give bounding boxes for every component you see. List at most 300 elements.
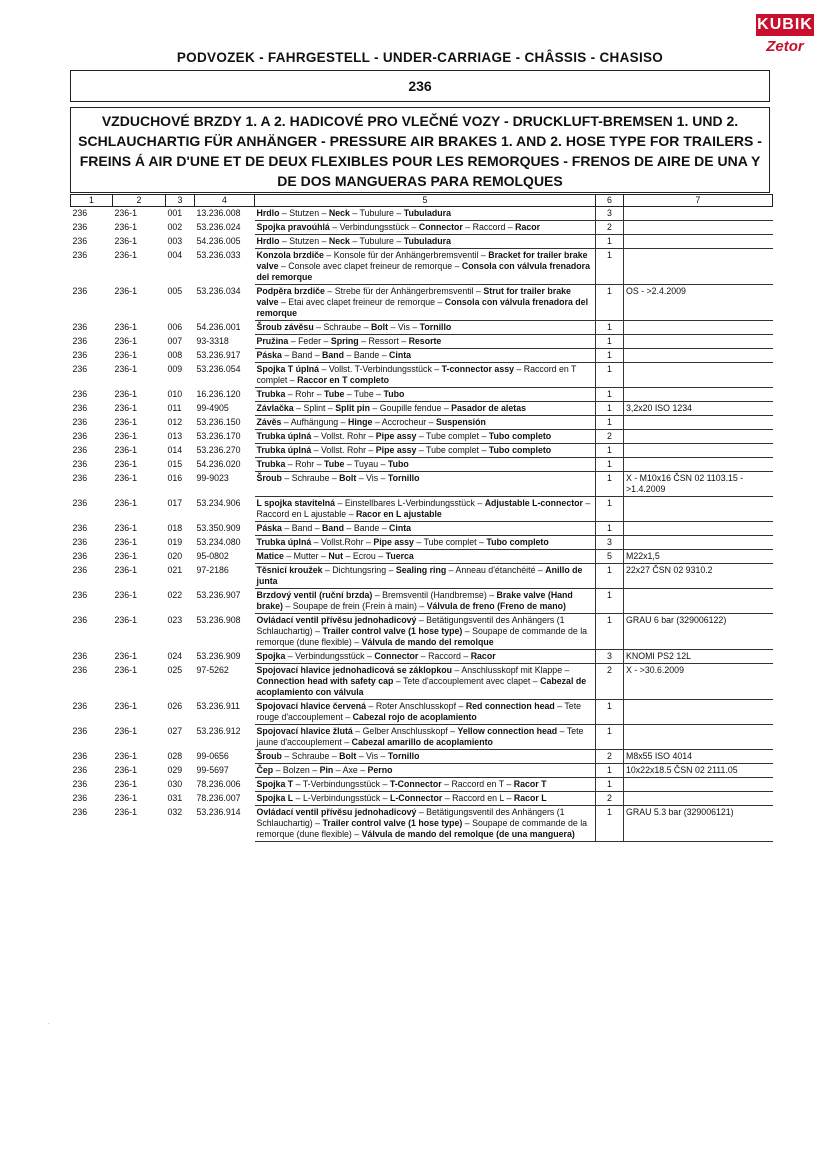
desc-fr: Vis	[397, 322, 410, 332]
cell-part-number: 54.236.001	[196, 321, 241, 332]
desc-cz: Čep	[256, 765, 274, 775]
desc-de: Splint	[303, 403, 326, 413]
cell-subgroup: 236-1	[114, 249, 137, 260]
cell-part-number: 54.236.020	[196, 458, 241, 469]
desc-en: Red connection head	[465, 701, 555, 711]
cell-position: 008	[167, 349, 183, 360]
cell-part-number: 99-5697	[196, 764, 229, 775]
cell-part-number: 93-3318	[196, 335, 229, 346]
desc-fr: Tubulure	[359, 236, 394, 246]
cell-group: 236	[72, 472, 88, 483]
table-row	[71, 472, 773, 497]
desc-fr: Axe	[342, 765, 358, 775]
desc-fr: Console avec clapet freineur de remorque	[288, 261, 453, 271]
cell-note: 10x22x18.5 ČSN 02 2111.05	[624, 764, 773, 778]
desc-de: Feder	[298, 336, 322, 346]
cell-description: Páska – Band – Band – Bande – Cinta	[255, 522, 596, 536]
desc-cz: Trubka	[256, 459, 286, 469]
desc-en: Trailer control valve (1 hose type)	[322, 818, 463, 828]
cell-quantity: 1	[596, 388, 624, 402]
cell-position: 030	[167, 778, 183, 789]
table-row	[71, 564, 773, 589]
cell-part-number: 53.236.033	[196, 249, 241, 260]
cell-part-number: 53.234.906	[196, 497, 241, 508]
cell-part-number: 99-9023	[196, 472, 229, 483]
desc-cz: Matice	[256, 551, 284, 561]
desc-fr: Tube complet	[426, 431, 479, 441]
table-row	[71, 778, 773, 792]
desc-en: Pin	[319, 765, 334, 775]
cell-group: 236	[72, 388, 88, 399]
desc-cz: L spojka stavitelná	[256, 498, 336, 508]
desc-fr: Tubulure	[359, 208, 394, 218]
cell-subgroup: 236-1	[114, 497, 137, 508]
desc-cz: Závlačka	[256, 403, 294, 413]
cell-subgroup: 236-1	[114, 550, 137, 561]
desc-de: Schraube	[291, 751, 330, 761]
cell-position: 006	[167, 321, 183, 332]
cell-group: 236	[72, 221, 88, 232]
desc-en: Sealing ring	[395, 565, 447, 575]
desc-de: Rohr	[295, 459, 315, 469]
cell-position: 025	[167, 664, 183, 675]
cell-position: 017	[167, 497, 183, 508]
desc-cz: Podpěra brzdiče	[256, 286, 325, 296]
table-row	[71, 321, 773, 335]
logo-top: KUBIK	[756, 14, 814, 36]
table-row	[71, 363, 773, 388]
cell-group: 236	[72, 564, 88, 575]
cell-note	[624, 430, 773, 444]
scan-mark: .	[48, 1020, 50, 1026]
cell-group: 236	[72, 806, 88, 817]
cell-subgroup: 236-1	[114, 235, 137, 246]
table-row	[71, 725, 773, 750]
cell-quantity: 1	[596, 335, 624, 349]
cell-part-number: 97-5262	[196, 664, 229, 675]
cell-quantity: 1	[596, 806, 624, 842]
desc-en: Trailer control valve (1 hose type)	[322, 626, 463, 636]
cell-group: 236	[72, 416, 88, 427]
cell-position: 019	[167, 536, 183, 547]
desc-de: Roter Anschlusskopf	[375, 701, 457, 711]
desc-en: Connector	[418, 222, 463, 232]
col-header-2: 2	[113, 195, 166, 207]
cell-part-number: 95-0802	[196, 550, 229, 561]
table-row	[71, 550, 773, 564]
desc-es: Tornillo	[387, 473, 420, 483]
desc-cz: Spojovací hlavice žlutá	[256, 726, 353, 736]
cell-quantity: 1	[596, 700, 624, 725]
cell-quantity: 1	[596, 472, 624, 497]
desc-de: Einstellbares L-Verbindungsstück	[344, 498, 475, 508]
cell-subgroup: 236-1	[114, 589, 137, 600]
cell-position: 015	[167, 458, 183, 469]
desc-de: Vollst.Rohr	[321, 537, 364, 547]
table-row	[71, 806, 773, 842]
cell-description: Trubka – Rohr – Tube – Tube – Tubo	[255, 388, 596, 402]
cell-quantity: 5	[596, 550, 624, 564]
desc-en: T-connector assy	[441, 364, 514, 374]
desc-fr: Bande	[353, 350, 380, 360]
desc-es: Cabezal rojo de acoplamiento	[352, 712, 477, 722]
table-row	[71, 664, 773, 700]
cell-quantity: 1	[596, 725, 624, 750]
cell-part-number: 53.236.024	[196, 221, 241, 232]
desc-es: Válvula de mando del remolque	[361, 637, 494, 647]
cell-subgroup: 236-1	[114, 321, 137, 332]
col-header-6: 6	[596, 195, 624, 207]
desc-fr: Raccord	[472, 222, 506, 232]
cell-group: 236	[72, 589, 88, 600]
cell-subgroup: 236-1	[114, 536, 137, 547]
cell-quantity: 3	[596, 536, 624, 550]
cell-part-number: 53.350.909	[196, 522, 241, 533]
cell-description: Ovládací ventil přívěsu jednohadicový – Betätigungsventil des Anhängers (1 Schlauchartig) – Trailer control valve (1 hose type) – Soupape de commande de la remorque (dune flexible) – Válvula de mando del remolque	[255, 614, 596, 650]
desc-cz: Šroub závěsu	[256, 322, 314, 332]
desc-de: L-Verbindungsstück	[302, 793, 381, 803]
desc-en: Spring	[330, 336, 359, 346]
table-row	[71, 750, 773, 764]
cell-note: GRAU 5.3 bar (329006121)	[624, 806, 773, 842]
table-row	[71, 235, 773, 249]
desc-es: Racor	[515, 222, 541, 232]
desc-es: Tubo	[387, 459, 409, 469]
col-header-4: 4	[195, 195, 255, 207]
desc-de: Konsole für der Anhängerbremsventil	[333, 250, 479, 260]
table-row	[71, 536, 773, 550]
cell-description: Ovládací ventil přívěsu jednohadicový – Betätigungsventil des Anhängers (1 Schlauchartig) – Trailer control valve (1 hose type) – Soupape de commande de la remorque (dune flexible) – Válvula de mando del remolque (de una manguera)	[255, 806, 596, 842]
cell-quantity: 1	[596, 363, 624, 388]
cell-part-number: 97-2186	[196, 564, 229, 575]
cell-note: X - M10x16 ČSN 02 1103.15 - >1.4.2009	[624, 472, 773, 497]
desc-en: Brake valve (Hand brake)	[256, 590, 573, 611]
desc-fr: Goupille fendue	[379, 403, 442, 413]
cell-part-number: 53.236.917	[196, 349, 241, 360]
cell-note	[624, 778, 773, 792]
cell-group: 236	[72, 750, 88, 761]
cell-subgroup: 236-1	[114, 363, 137, 374]
table-row	[71, 285, 773, 321]
desc-en: Bolt	[339, 751, 357, 761]
desc-en: Yellow connection head	[457, 726, 558, 736]
table-row	[71, 388, 773, 402]
desc-en: Band	[322, 350, 345, 360]
cell-group: 236	[72, 725, 88, 736]
cell-position: 002	[167, 221, 183, 232]
desc-cz: Hrdlo	[256, 236, 280, 246]
table-row	[71, 402, 773, 416]
cell-group: 236	[72, 430, 88, 441]
cell-description: Trubka úplná – Vollst. Rohr – Pipe assy – Tube complet – Tubo completo	[255, 430, 596, 444]
desc-de: Betätigungsventil des Anhängers (1 Schlauchartig)	[256, 615, 565, 636]
desc-en: Split pin	[335, 403, 370, 413]
cell-description: Spojovací hlavice žlutá – Gelber Anschlusskopf – Yellow connection head – Tete jaune d'accouplement – Cabezal amarillo de acoplamiento	[255, 725, 596, 750]
cell-position: 022	[167, 589, 183, 600]
parts-table	[70, 194, 773, 842]
desc-fr: Tete rouge d'accouplement	[256, 701, 582, 722]
cell-description: Brzdový ventil (ruční brzda) – Bremsventil (Handbremse) – Brake valve (Hand brake) – Soupape de frein (Frein à main) – Válvula de freno (Freno de mano)	[255, 589, 596, 614]
table-row	[71, 249, 773, 285]
desc-es: Tubo completo	[488, 445, 552, 455]
table-row	[71, 444, 773, 458]
cell-description: Šroub – Schraube – Bolt – Vis – Tornillo	[255, 750, 596, 764]
cell-part-number: 53.236.034	[196, 285, 241, 296]
section-title: VZDUCHOVÉ BRZDY 1. A 2. HADICOVÉ PRO VLEČNÉ VOZY - DRUCKLUFT-BREMSEN 1. UND 2. SCHLAUCHARTIG FÜR ANHÄNGER - PRESSURE AIR BRAKES 1. AND 2. HOSE TYPE FOR TRAILERS - FREINS Á AIR D'UNE ET DE DEUX FLEXIBLES POUR LES REMORQUES - FRENOS DE AIRE DE UNA Y DE DOS MANGUERAS PARA REMOLQUES	[70, 107, 770, 193]
cell-description: Závěs – Aufhängung – Hinge – Accrocheur – Suspensión	[255, 416, 596, 430]
desc-es: Racor en L ajustable	[355, 509, 442, 519]
cell-subgroup: 236-1	[114, 458, 137, 469]
cell-quantity: 3	[596, 650, 624, 664]
cell-quantity: 2	[596, 221, 624, 235]
desc-cz: Konzola brzdiče	[256, 250, 324, 260]
cell-position: 004	[167, 249, 183, 260]
cell-group: 236	[72, 778, 88, 789]
cell-note	[624, 207, 773, 221]
cell-part-number: 78.236.007	[196, 792, 241, 803]
cell-note	[624, 792, 773, 806]
desc-en: Hinge	[347, 417, 373, 427]
table-row	[71, 614, 773, 650]
cell-position: 023	[167, 614, 183, 625]
desc-de: Bremsventil (Handbremse)	[382, 590, 487, 600]
cell-part-number: 78.236.006	[196, 778, 241, 789]
cell-note	[624, 522, 773, 536]
desc-fr: Anneau d'étanchéité	[455, 565, 536, 575]
cell-part-number: 53.236.909	[196, 650, 241, 661]
desc-de: Strebe für der Anhängerbremsventil	[334, 286, 474, 296]
desc-de: Aufhängung	[290, 417, 339, 427]
cell-description: Šroub závěsu – Schraube – Bolt – Vis – Tornillo	[255, 321, 596, 335]
desc-de: Band	[291, 350, 313, 360]
cell-position: 011	[167, 402, 182, 413]
desc-cz: Brzdový ventil (ruční brzda)	[256, 590, 373, 600]
cell-part-number: 53.236.914	[196, 806, 241, 817]
cell-subgroup: 236-1	[114, 221, 137, 232]
cell-description: Čep – Bolzen – Pin – Axe – Perno	[255, 764, 596, 778]
table-row	[71, 650, 773, 664]
desc-cz: Trubka úplná	[256, 431, 312, 441]
table-row	[71, 416, 773, 430]
cell-position: 018	[167, 522, 183, 533]
desc-fr: Raccord en T complet	[256, 364, 577, 385]
desc-cz: Závěs	[256, 417, 282, 427]
cell-note	[624, 363, 773, 388]
cell-description: Těsnicí kroužek – Dichtungsring – Sealing ring – Anneau d'étanchéité – Anillo de junta	[255, 564, 596, 589]
desc-fr: Raccord en T	[451, 779, 504, 789]
table-row	[71, 458, 773, 472]
cell-position: 028	[167, 750, 183, 761]
cell-note: M8x55 ISO 4014	[624, 750, 773, 764]
cell-position: 031	[167, 792, 183, 803]
cell-part-number: 53.236.150	[196, 416, 241, 427]
cell-note: KNOMI PS2 12L	[624, 650, 773, 664]
cell-note	[624, 536, 773, 550]
desc-es: Perno	[367, 765, 393, 775]
cell-subgroup: 236-1	[114, 792, 137, 803]
cell-quantity: 2	[596, 664, 624, 700]
cell-quantity: 1	[596, 497, 624, 522]
cell-note	[624, 321, 773, 335]
desc-de: Mutter	[293, 551, 319, 561]
desc-fr: Tube complet	[426, 445, 479, 455]
cell-quantity: 1	[596, 349, 624, 363]
desc-fr: Soupape de commande de la remorque (dune flexible)	[256, 818, 588, 839]
desc-cz: Ovládací ventil přívěsu jednohadicový	[256, 807, 417, 817]
desc-en: Neck	[328, 236, 350, 246]
cell-position: 020	[167, 550, 183, 561]
table-row	[71, 221, 773, 235]
cell-subgroup: 236-1	[114, 806, 137, 817]
cell-position: 029	[167, 764, 183, 775]
cell-position: 026	[167, 700, 183, 711]
cell-group: 236	[72, 522, 88, 533]
desc-cz: Spojka L	[256, 793, 294, 803]
cell-description: Hrdlo – Stutzen – Neck – Tubulure – Tubuladura	[255, 207, 596, 221]
cell-group: 236	[72, 700, 88, 711]
desc-fr: Accrocheur	[381, 417, 427, 427]
desc-cz: Spojovací hlavice červená	[256, 701, 367, 711]
cell-quantity: 1	[596, 522, 624, 536]
desc-de: Betätigungsventil des Anhängers (1 Schlauchartig)	[256, 807, 565, 828]
desc-fr: Tube	[353, 389, 374, 399]
cell-note: 3,2x20 ISO 1234	[624, 402, 773, 416]
desc-cz: Šroub	[256, 751, 282, 761]
desc-cz: Spojka pravoúhlá	[256, 222, 330, 232]
desc-en: Tube	[323, 459, 345, 469]
cell-note	[624, 589, 773, 614]
desc-de: T-Verbindungsstück	[302, 779, 381, 789]
desc-es: Consola con válvula frenadora del remorque	[256, 297, 589, 318]
cell-part-number: 13.236.008	[196, 208, 241, 218]
cell-group: 236	[72, 349, 88, 360]
cell-quantity: 1	[596, 444, 624, 458]
desc-cz: Spojka	[256, 651, 286, 661]
cell-quantity: 1	[596, 764, 624, 778]
desc-de: Stutzen	[289, 208, 320, 218]
desc-es: Cabezal de acoplamiento con válvula	[256, 676, 587, 697]
cell-subgroup: 236-1	[114, 664, 137, 675]
cell-subgroup: 236-1	[114, 349, 137, 360]
cell-group: 236	[72, 614, 88, 625]
cell-quantity: 1	[596, 402, 624, 416]
cell-part-number: 16.236.120	[196, 388, 241, 399]
cell-subgroup: 236-1	[114, 778, 137, 789]
cell-part-number: 53.236.170	[196, 430, 241, 441]
cell-description: Podpěra brzdiče – Strebe für der Anhängerbremsventil – Strut for trailer brake valve – Etai avec clapet freineur de remorque – Consola con válvula frenadora del remorque	[255, 285, 596, 321]
cell-description: Spojka T úplná – Vollst. T-Verbindungsstück – T-connector assy – Raccord en T complet – Raccor en T completo	[255, 363, 596, 388]
cell-description: Spojka – Verbindungsstück – Connector – Raccord – Racor	[255, 650, 596, 664]
cell-description: Trubka – Rohr – Tube – Tuyau – Tubo	[255, 458, 596, 472]
cell-note: GRAU 6 bar (329006122)	[624, 614, 773, 650]
table-row	[71, 700, 773, 725]
desc-fr: Tube complet	[423, 537, 477, 547]
cell-description: Závlačka – Splint – Split pin – Goupille fendue – Pasador de aletas	[255, 402, 596, 416]
desc-fr: Raccord en L	[452, 793, 505, 803]
table-row	[71, 764, 773, 778]
cell-group: 236	[72, 249, 88, 260]
cell-position: 016	[167, 472, 183, 483]
desc-es: Cinta	[389, 350, 412, 360]
cell-subgroup: 236-1	[114, 472, 137, 483]
cell-part-number: 53.236.908	[196, 614, 241, 625]
cell-note	[624, 388, 773, 402]
desc-de: Vollst. Rohr	[321, 445, 367, 455]
desc-de: Stutzen	[289, 236, 320, 246]
cell-note	[624, 416, 773, 430]
desc-es: Consola con válvula frenadora del remorque	[256, 261, 590, 282]
desc-es: Válvula de freno (Freno de mano)	[426, 601, 566, 611]
desc-cz: Páska	[256, 523, 282, 533]
cell-subgroup: 236-1	[114, 750, 137, 761]
desc-de: Verbindungsstück	[295, 651, 365, 661]
cell-quantity: 1	[596, 285, 624, 321]
desc-fr: Ecrou	[352, 551, 376, 561]
cell-quantity: 1	[596, 778, 624, 792]
desc-cz: Páska	[256, 350, 282, 360]
desc-es: Tubuladura	[403, 208, 451, 218]
cell-description: Spojovací hlavice jednohadicová se záklopkou – Anschlusskopf mit Klappe – Connection head with safety cap – Tete d'accouplement avec clapet – Cabezal de acoplamiento con válvula	[255, 664, 596, 700]
desc-de: Schraube	[323, 322, 362, 332]
cell-group: 236	[72, 458, 88, 469]
desc-fr: Tete d'accouplement avec clapet	[403, 676, 531, 686]
cell-group: 236	[72, 444, 88, 455]
desc-es: Suspensión	[436, 417, 486, 427]
desc-es: Tornillo	[419, 322, 452, 332]
desc-en: Nut	[328, 551, 344, 561]
cell-description: Spojovací hlavice červená – Roter Anschlusskopf – Red connection head – Tete rouge d'accouplement – Cabezal rojo de acoplamiento	[255, 700, 596, 725]
cell-description: Trubka úplná – Vollst.Rohr – Pipe assy – Tube complet – Tubo completo	[255, 536, 596, 550]
table-row	[71, 349, 773, 363]
desc-en: Band	[322, 523, 345, 533]
cell-subgroup: 236-1	[114, 388, 137, 399]
desc-es: Tubo	[383, 389, 405, 399]
cell-quantity: 1	[596, 614, 624, 650]
cell-note: OS - >2.4.2009	[624, 285, 773, 321]
table-row	[71, 335, 773, 349]
table-row	[71, 497, 773, 522]
cell-part-number: 53.236.054	[196, 363, 241, 374]
cell-quantity: 1	[596, 249, 624, 285]
desc-es: Racor T	[513, 779, 547, 789]
cell-note	[624, 221, 773, 235]
desc-de: Schraube	[291, 473, 330, 483]
cell-note	[624, 700, 773, 725]
desc-de: Vollst. Rohr	[321, 431, 367, 441]
desc-es: Racor	[470, 651, 496, 661]
desc-es: Cabezal amarillo de acoplamiento	[351, 737, 493, 747]
cell-subgroup: 236-1	[114, 764, 137, 775]
cell-description: Spojka L – L-Verbindungsstück – L-Connector – Raccord en L – Racor L	[255, 792, 596, 806]
cell-group: 236	[72, 497, 88, 508]
desc-de: Bolzen	[282, 765, 310, 775]
cell-group: 236	[72, 650, 88, 661]
desc-en: Pipe assy	[375, 431, 417, 441]
desc-en: Bolt	[339, 473, 357, 483]
cell-note	[624, 458, 773, 472]
cell-subgroup: 236-1	[114, 430, 137, 441]
desc-es: Cinta	[389, 523, 412, 533]
cell-subgroup: 236-1	[114, 725, 137, 736]
desc-en: Strut for trailer brake valve	[256, 286, 571, 307]
cell-note	[624, 349, 773, 363]
desc-fr: Etai avec clapet freineur de remorque	[288, 297, 435, 307]
cell-quantity: 1	[596, 564, 624, 589]
table-row	[71, 522, 773, 536]
logo-bottom: Zetor	[766, 38, 804, 55]
desc-cz: Trubka úplná	[256, 537, 312, 547]
cell-subgroup: 236-1	[114, 444, 137, 455]
